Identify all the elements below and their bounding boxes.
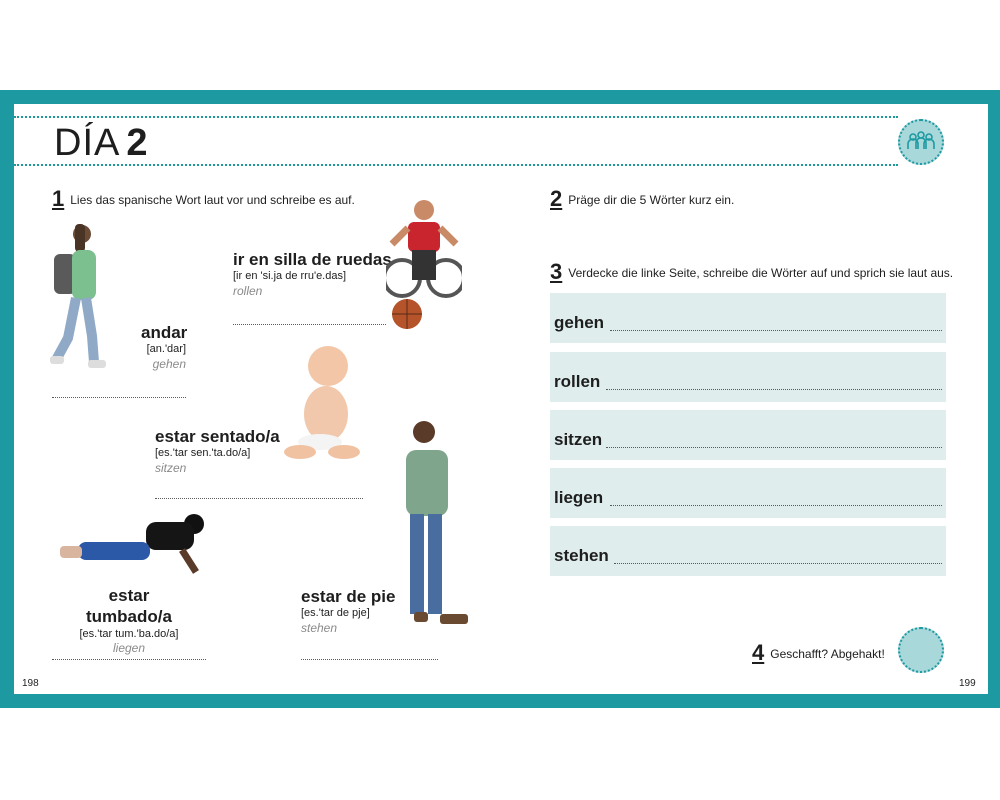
word-silla: ir en silla de ruedas [ir en 'si.ja de rru'e.das] rollen xyxy=(233,250,392,298)
page-title: DÍA 2 xyxy=(54,122,149,164)
sitting-baby-photo xyxy=(282,342,364,464)
answer-box-1: gehen xyxy=(550,293,946,343)
answer-box-4: liegen xyxy=(550,468,946,518)
word-pie: estar de pie [es.'tar de pje] stehen xyxy=(301,587,396,635)
answer-box-2: rollen xyxy=(550,352,946,402)
step-1-instruction: 1 Lies das spanische Wort laut vor und schreibe es auf. xyxy=(52,186,355,211)
standing-man-photo xyxy=(400,418,470,630)
write-line-pie xyxy=(301,659,438,660)
word-andar: andar [an.'dar] gehen xyxy=(141,323,188,371)
page-number-left: 198 xyxy=(22,678,39,689)
step-4-instruction: 4 Geschafft? Abgehakt! xyxy=(752,640,885,665)
lying-woman-photo xyxy=(58,506,206,576)
checkmark-circle xyxy=(898,627,944,673)
write-line-silla xyxy=(233,324,386,325)
word-tumbado: estar tumbado/a [es.'tar tum.'ba.do/a] liegen xyxy=(79,586,179,656)
people-group-icon xyxy=(898,119,944,165)
answer-box-5: stehen xyxy=(550,526,946,576)
step-2-instruction: 2 Präge dir die 5 Wörter kurz ein. xyxy=(550,186,735,211)
title-rule-top xyxy=(14,116,898,118)
write-line-andar xyxy=(52,397,186,398)
walking-girl-photo xyxy=(48,218,114,370)
title-rule xyxy=(14,164,898,166)
wheelchair-man-photo xyxy=(386,192,462,334)
page-number-right: 199 xyxy=(959,678,976,689)
write-line-tumbado xyxy=(52,659,206,660)
word-sentado: estar sentado/a [es.'tar sen.'ta.do/a] sitzen xyxy=(155,427,280,475)
answer-box-3: sitzen xyxy=(550,410,946,460)
step-3-instruction: 3 Verdecke die linke Seite, schreibe die Wörter auf und sprich sie laut aus. xyxy=(550,259,954,284)
write-line-sentado xyxy=(155,498,363,499)
page-edge xyxy=(957,104,988,694)
